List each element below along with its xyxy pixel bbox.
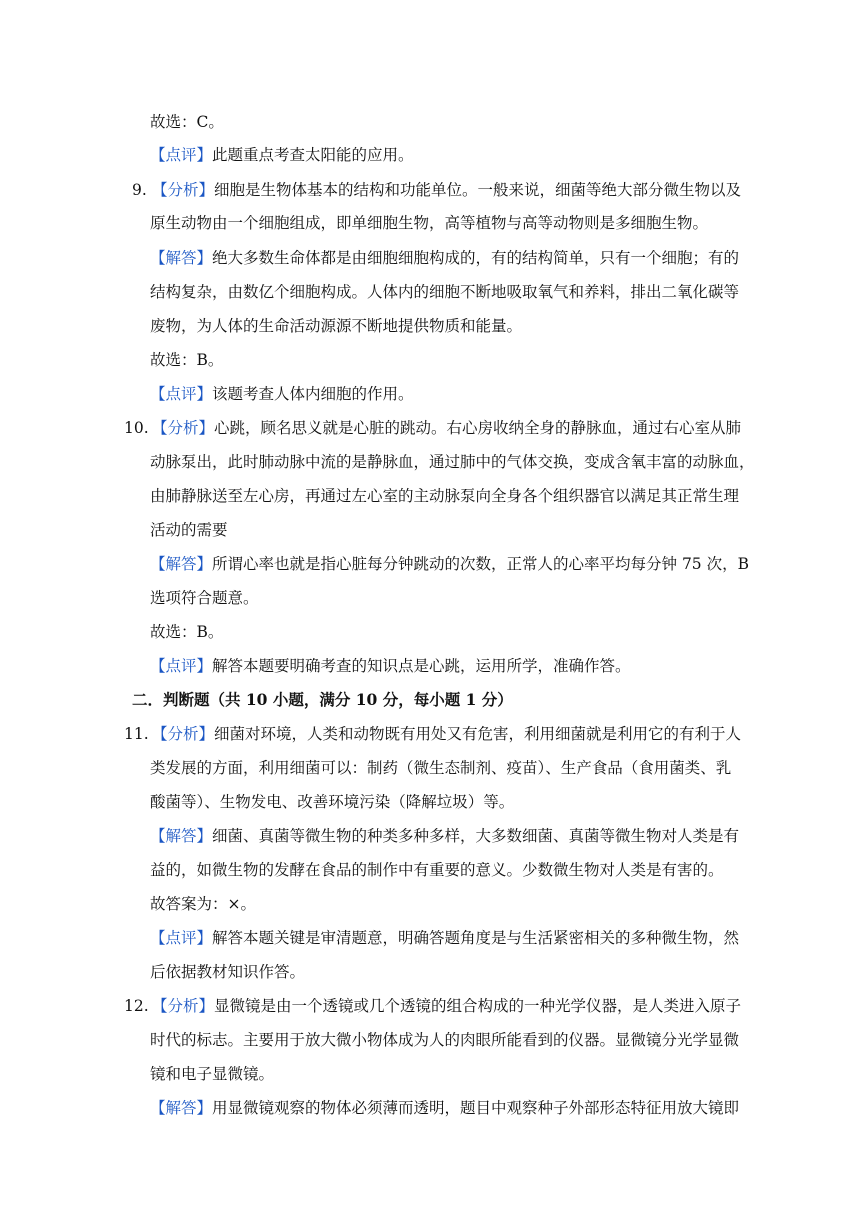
q11-analysis: 11. 【分析】细菌对环境，人类和动物既有用处又有危害，利用细菌就是利用它的有利于人	[124, 725, 742, 743]
q9-analysis-line2: 原生动物由一个细胞组成，即单细胞生物，高等植物与高等动物则是多细胞生物。	[150, 214, 709, 232]
q11-comment: 【点评】解答本题关键是审清题意，明确答题角度是与生活紧密相关的多种微生物，然	[150, 929, 740, 947]
q10-choice: 故选：B。	[150, 623, 224, 641]
q12-analysis-line2: 时代的标志。主要用于放大微小物体成为人的肉眼所能看到的仪器。显微镜分光学显微	[150, 1031, 740, 1049]
q11-choice: 故答案为：×。	[150, 895, 256, 913]
q10-analysis-line2: 动脉泵出，此时肺动脉中流的是静脉血，通过肺中的气体交换，变成含氧丰富的动脉血，	[150, 453, 755, 471]
q10-analysis-line3: 由肺静脉送至左心房，再通过左心室的主动脉泵向全身各个组织器官以满足其正常生理	[150, 487, 740, 505]
q9-comment: 【点评】该题考查人体内细胞的作用。	[150, 385, 414, 403]
q12-analysis-line3: 镜和电子显微镜。	[150, 1065, 275, 1083]
q10-comment: 【点评】解答本题要明确考查的知识点是心跳，运用所学，准确作答。	[150, 657, 631, 675]
q11-analysis-line2: 类发展的方面，利用细菌可以：制药（微生态制剂、疫苗）、生产食品（食用菌类、乳	[150, 759, 732, 777]
q9-choice: 故选：B。	[150, 351, 224, 369]
q9-answer-line2: 结构复杂，由数亿个细胞构成。人体内的细胞不断地吸取氧气和养料，排出二氧化碳等	[150, 283, 740, 301]
q8-choice: 故选：C。	[150, 113, 224, 131]
q10-analysis: 10. 【分析】心跳，顾名思义就是心脏的跳动。右心房收纳全身的静脉血，通过右心室从肺	[124, 419, 742, 437]
q11-comment-line2: 后依据教材知识作答。	[150, 963, 306, 981]
q10-answer: 【解答】所谓心率也就是指心脏每分钟跳动的次数，正常人的心率平均每分钟 75 次，B	[150, 555, 749, 573]
q8-comment: 【点评】此题重点考查太阳能的应用。	[150, 146, 414, 164]
q9-answer-line3: 废物，为人体的生命活动源源不断地提供物质和能量。	[150, 317, 523, 335]
q11-analysis-line3: 酸菌等）、生物发电、改善环境污染（降解垃圾）等。	[150, 793, 515, 811]
q12-answer: 【解答】用显微镜观察的物体必须薄而透明，题目中观察种子外部形态特征用放大镜即	[150, 1099, 740, 1117]
q10-analysis-line4: 活动的需要	[150, 521, 228, 539]
section-heading: 二．判断题（共 10 小题，满分 10 分，每小题 1 分）	[132, 690, 513, 709]
q9-analysis: 9. 【分析】细胞是生物体基本的结构和功能单位。一般来说，细菌等绝大部分微生物以及	[132, 181, 742, 199]
q10-answer-line2: 选项符合题意。	[150, 589, 259, 607]
q12-analysis: 12. 【分析】显微镜是由一个透镜或几个透镜的组合构成的一种光学仪器，是人类进入原子	[124, 997, 742, 1015]
q11-answer-line2: 益的，如微生物的发酵在食品的制作中有重要的意义。少数微生物对人类是有害的。	[150, 861, 724, 879]
q9-answer: 【解答】绝大多数生命体都是由细胞细胞构成的，有的结构简单，只有一个细胞；有的	[150, 249, 740, 267]
q11-answer: 【解答】细菌、真菌等微生物的种类多种多样，大多数细菌、真菌等微生物对人类是有	[150, 827, 740, 845]
